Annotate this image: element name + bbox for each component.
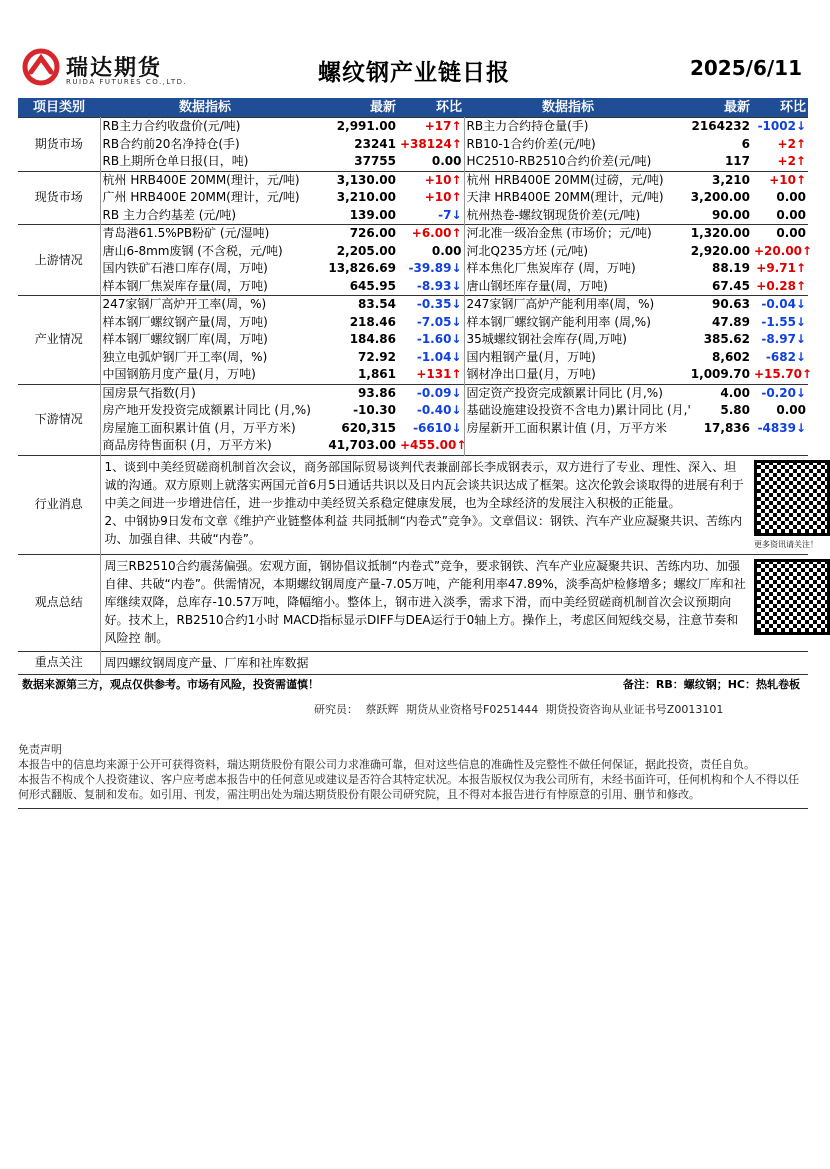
latest-cell: 8,602	[712, 349, 750, 364]
table-row	[18, 402, 808, 420]
change-cell: +10↑	[398, 189, 464, 207]
change-cell: -0.04↓	[752, 296, 808, 314]
table-row	[18, 171, 808, 189]
qr-caption: 更多资讯请关注！	[754, 539, 818, 549]
table-row	[18, 136, 808, 154]
news-qr	[752, 455, 818, 554]
focus-label: 重点关注	[18, 651, 100, 674]
latest-cell: 2,205.00	[336, 243, 396, 258]
table-row	[18, 243, 808, 261]
change-cell: +2↑	[777, 136, 806, 151]
indicator-cell: 杭州热卷-螺纹钢现货价差(元/吨)	[466, 207, 641, 222]
report-date: 2025/6/11	[689, 56, 802, 80]
table-row	[18, 207, 808, 225]
indicator-cell: 固定资产投资完成额累计同比 (月,%)	[464, 384, 672, 402]
change-cell: +15.70↑	[754, 367, 813, 382]
table-row	[18, 225, 808, 243]
indicator-cell: 河北Q235方坯 (元/吨)	[466, 243, 589, 258]
news-text	[100, 455, 752, 554]
latest-cell: -10.30	[353, 403, 396, 418]
change-cell: -0.09↓	[398, 384, 464, 402]
analyst-info: 研究员： 蔡跃辉 期货从业资格号F0251444 期货投资咨询从业证书号Z0013101	[314, 703, 724, 716]
table-row	[18, 437, 808, 455]
latest-cell: 90.00	[712, 207, 750, 222]
company-logo	[22, 48, 212, 90]
col-header-latest: 最新	[310, 98, 398, 118]
indicator-cell: 唐山6-8mm废钢 (不含税，元/吨)	[102, 243, 283, 258]
change-cell: -8.93↓	[398, 278, 464, 296]
change-cell: 0.00	[776, 190, 806, 205]
latest-cell: 93.86	[310, 384, 398, 402]
view-label: 观点总结	[18, 554, 100, 651]
change-cell: +455.00↑	[398, 437, 464, 455]
table-row	[18, 260, 808, 278]
change-cell	[752, 437, 808, 455]
latest-cell: 1,861	[358, 367, 396, 382]
disclaimer-p2: 本报告不构成个人投资建议、客户应考虑本报告中的任何意见或建议是否符合其特定状况。本报告版权仅为我公司所有，未经书面许可，任何机构和个人不得以任何形式翻版、复制和发布。如引用、刊发，需注明出处为瑞达期货股份有限公司研究院，且不得对本报告进行有悖原意的引用、删节和修改。	[18, 773, 799, 801]
change-cell: -1.60↓	[398, 331, 464, 349]
latest-cell: 3,200.00	[690, 190, 750, 205]
focus-row	[18, 651, 808, 674]
indicator-cell: RB上期所仓单日报(日，吨)	[102, 154, 249, 169]
change-cell: -8.97↓	[761, 332, 806, 347]
latest-cell: 726.00	[310, 225, 398, 243]
col-header-indicator: 数据指标	[100, 98, 310, 118]
col-header-category: 项目类别	[18, 98, 100, 118]
latest-cell: 47.89	[712, 314, 750, 329]
change-cell: +38124↑	[398, 136, 464, 154]
company-name-cn: 瑞达期货	[66, 56, 163, 81]
indicator-cell: 唐山钢坯库存量(周，万吨)	[466, 278, 608, 293]
change-cell: -0.35↓	[398, 296, 464, 314]
view-row	[18, 554, 808, 651]
latest-cell: 72.92	[358, 349, 396, 364]
category-cell: 下游情况	[18, 384, 100, 455]
report-page	[18, 0, 818, 801]
latest-cell: 67.45	[712, 278, 750, 293]
change-cell: 0.00	[398, 153, 464, 171]
change-cell: -682↓	[765, 349, 806, 364]
latest-cell: 90.63	[672, 296, 752, 314]
latest-cell: 620,315	[341, 420, 396, 435]
indicator-cell: 样本钢厂螺纹钢厂库(周，万吨)	[102, 332, 268, 347]
table-row	[18, 296, 808, 314]
indicator-cell: 河北准一级冶金焦 (市场价；元/吨)	[464, 225, 672, 243]
indicator-cell: 247家钢厂高炉开工率(周，%)	[100, 296, 310, 314]
latest-cell: 1,320.00	[672, 225, 752, 243]
indicator-cell: 杭州 HRB400E 20MM(理计，元/吨)	[100, 171, 310, 189]
focus-text: 周四螺纹钢周度产量、厂库和社库数据	[100, 651, 808, 674]
news-row	[18, 455, 808, 554]
table-row	[18, 189, 808, 207]
change-cell: -0.20↓	[752, 384, 808, 402]
indicator-cell: 35城螺纹钢社会库存(周,万吨)	[466, 332, 627, 347]
latest-cell: 41,703.00	[328, 438, 396, 453]
disclaimer-p1: 本报告中的信息均来源于公开可获得资料，瑞达期货股份有限公司力求准确可靠，但对这些信息的准确性及完整性不做任何保证，据此投资，责任自负。	[18, 758, 755, 771]
indicator-cell: RB主力合约收盘价(元/吨)	[100, 118, 310, 136]
latest-cell: 2164232	[672, 118, 752, 136]
indicator-cell: 样本钢厂焦炭库存量(周，万吨)	[102, 278, 268, 293]
change-cell: +20.00↑	[754, 243, 813, 258]
change-cell: 0.00	[776, 403, 806, 418]
indicator-cell: 房产地开发投资完成额累计同比 (月,%)	[102, 403, 311, 418]
latest-cell: 2,991.00	[310, 118, 398, 136]
indicator-cell: RB10-1合约价差(元/吨)	[466, 136, 596, 151]
table-row	[18, 278, 808, 296]
table-row	[18, 420, 808, 438]
indicator-cell: 样本钢厂螺纹钢产能利用率 (周,%)	[466, 314, 651, 329]
table-row	[18, 349, 808, 367]
category-cell: 上游情况	[18, 225, 100, 296]
change-cell: +6.00↑	[398, 225, 464, 243]
change-cell: +131↑	[398, 366, 464, 384]
category-cell: 产业情况	[18, 296, 100, 385]
latest-cell: 5.80	[720, 403, 750, 418]
latest-cell: 3,210	[672, 171, 752, 189]
latest-cell: 117	[724, 154, 750, 169]
latest-cell: 83.54	[310, 296, 398, 314]
indicator-cell: RB 主力合约基差 (元/吨)	[102, 207, 237, 222]
latest-cell: 3,130.00	[310, 171, 398, 189]
disclaimer	[18, 742, 808, 809]
change-cell: -7.05↓	[398, 314, 464, 332]
indicator-cell: 天津 HRB400E 20MM(理计，元/吨)	[466, 190, 664, 205]
indicator-cell: 钢材净出口量(月，万吨)	[466, 367, 596, 382]
latest-cell: 6	[741, 136, 750, 151]
report-header	[18, 0, 808, 98]
change-cell: +9.71↑	[756, 261, 806, 276]
indicator-cell: 国内铁矿石港口库存(周，万吨)	[102, 261, 268, 276]
view-text: 周三RB2510合约震荡偏强。宏观方面，钢协倡议抵制“内卷式”竞争，要求钢铁、汽车产业应凝聚共识、苦练内功、加强自律、共破“内卷”。供需情况，本期螺纹钢周度产量-7.05万吨，产能利用率47.89%，淡季高炉检修增多；螺纹厂库和社库继续双降，总库存-10.57万吨，降幅缩小。整体上，钢市进入淡季，需求下滑，而中美经贸磋商机制首次会议预期向好。技术上，RB2510合约1小时 MACD指标显示DIFF与DEA运行于0轴上方。操作上，考虑区间短线交易，注意节奏和风险控 制。	[100, 554, 752, 651]
change-cell: +10↑	[752, 171, 808, 189]
indicator-cell: 广州 HRB400E 20MM(理计，元/吨)	[102, 190, 300, 205]
table-row	[18, 314, 808, 332]
change-cell: +0.28↑	[756, 278, 806, 293]
change-cell: +10↑	[398, 171, 464, 189]
change-cell: -1.04↓	[398, 349, 464, 367]
report-title: 螺纹钢产业链日报	[318, 60, 510, 86]
change-cell: -7↓	[398, 207, 464, 225]
change-cell: 0.00	[776, 207, 806, 222]
table-row	[18, 331, 808, 349]
qr-code-icon	[754, 559, 830, 635]
table-row	[18, 153, 808, 171]
indicator-cell: 基础设施建设投资不含电力)累计同比 (月,'	[466, 403, 691, 418]
news-text-content: 1、谈到中美经贸磋商机制首次会议，商务部国际贸易谈判代表兼副部长李成钢表示，双方进行了专业、理性、深入、坦诚的沟通。双方原则上就落实两国元首6月5日通话共识以及日内瓦会谈共识达成了框架。这次伦敦会谈取得的进展有利于中美之间进一步增进信任，进一步推动中美经贸关系稳定健康发展，也为全球经济的发展注入积极的正能量。 2、中钢协9日发布文章《维护产业链整体利益 共同抵制“内卷式”竞争》。文章倡议：钢铁、汽车产业应凝聚共识、苦练内功、加强自律、共破“内卷”。	[104, 459, 744, 546]
indicator-cell: 国房景气指数(月)	[100, 384, 310, 402]
change-cell: -4839↓	[757, 420, 806, 435]
abbreviation-note: 备注：RB：螺纹钢；HC：热轧卷板	[622, 678, 800, 691]
data-table	[18, 98, 818, 675]
change-cell: +2↑	[777, 154, 806, 169]
change-cell: 0.00	[398, 243, 464, 261]
latest-cell: 3,210.00	[336, 190, 396, 205]
change-cell: -39.89↓	[398, 260, 464, 278]
change-cell: -6610↓	[398, 420, 464, 438]
table-row	[18, 384, 808, 402]
latest-cell: 23241	[354, 136, 396, 151]
latest-cell: 88.19	[712, 261, 750, 276]
col-header-indicator-2: 数据指标	[464, 98, 672, 118]
ruida-logo-icon	[22, 48, 60, 86]
col-header-change: 环比	[398, 98, 464, 118]
latest-cell: 1,009.70	[690, 367, 750, 382]
indicator-cell: RB主力合约持仓量(手)	[464, 118, 672, 136]
latest-cell: 139.00	[349, 207, 396, 222]
latest-cell: 37755	[354, 154, 396, 169]
disclaimer-title: 免责声明	[18, 743, 62, 756]
latest-cell: 645.95	[349, 278, 396, 293]
change-cell: -0.40↓	[398, 402, 464, 420]
latest-cell: 4.00	[672, 384, 752, 402]
category-cell: 现货市场	[18, 171, 100, 225]
indicator-cell: 杭州 HRB400E 20MM(过磅，元/吨)	[464, 171, 672, 189]
change-cell: -1.55↓	[761, 314, 806, 329]
latest-cell: 17,836	[703, 420, 750, 435]
indicator-cell: 青岛港61.5%PB粉矿 (元/湿吨)	[100, 225, 310, 243]
indicator-cell: 样本焦化厂焦炭库存 (周，万吨)	[466, 261, 636, 276]
change-cell: -1002↓	[752, 118, 808, 136]
view-qr	[752, 554, 808, 651]
indicator-cell: HC2510-RB2510合约价差(元/吨)	[466, 154, 652, 169]
indicator-cell: RB合约前20名净持仓(手)	[102, 136, 240, 151]
indicator-cell: 商品房待售面积 (月，万平方米)	[102, 438, 272, 453]
latest-cell: 184.86	[349, 332, 396, 347]
company-name-en: RUIDA FUTURES CO.,LTD.	[66, 78, 188, 86]
table-header-row	[18, 98, 808, 118]
latest-cell: 385.62	[703, 332, 750, 347]
indicator-cell: 国内粗钢产量(月，万吨)	[466, 349, 596, 364]
indicator-cell	[464, 437, 672, 455]
indicator-cell: 247家钢厂高炉产能利用率(周，%)	[464, 296, 672, 314]
latest-cell: 13,826.69	[328, 261, 396, 276]
indicator-cell: 房屋施工面积累计值 (月，万平方米)	[102, 420, 296, 435]
latest-cell: 218.46	[349, 314, 396, 329]
col-header-change-2: 环比	[752, 98, 808, 118]
qr-code-icon	[754, 460, 830, 536]
data-source-note: 数据来源第三方，观点仅供参考。市场有风险，投资需谨慎！	[22, 678, 319, 691]
category-cell: 期货市场	[18, 118, 100, 172]
indicator-cell: 样本钢厂螺纹钢产量(周，万吨)	[102, 314, 268, 329]
change-cell: 0.00	[752, 225, 808, 243]
table-row	[18, 118, 808, 136]
indicator-cell: 独立电弧炉钢厂开工率(周，%)	[102, 349, 268, 364]
news-label: 行业消息	[18, 455, 100, 554]
change-cell: +17↑	[398, 118, 464, 136]
col-header-latest-2: 最新	[672, 98, 752, 118]
latest-cell: 2,920.00	[690, 243, 750, 258]
indicator-cell: 房屋新开工面积累计值 (月，万平方米	[466, 420, 667, 435]
latest-cell	[672, 437, 752, 455]
table-row	[18, 366, 808, 384]
indicator-cell: 中国钢筋月度产量(月，万吨)	[102, 367, 256, 382]
